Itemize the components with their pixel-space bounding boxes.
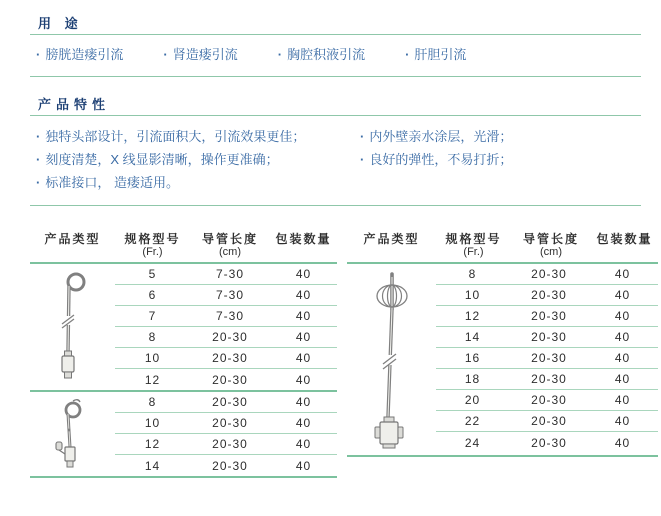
spec-row — [436, 348, 658, 369]
spec-quantity-cell: 40 — [614, 435, 631, 450]
column-header-length: 导管长度 (cm) — [201, 232, 258, 258]
usage-item: · 膀胱造瘘引流 — [36, 44, 123, 65]
table-body — [347, 264, 658, 457]
spec-length-cell: 7-30 — [215, 309, 245, 323]
spec-group — [30, 264, 337, 392]
spec-length-cell: 20-30 — [212, 330, 248, 344]
column-header-length: 导管长度 (cm) — [522, 232, 579, 258]
spec-row — [436, 411, 658, 432]
feature-item: · 良好的弹性，不易打折； — [360, 148, 512, 171]
spec-row — [115, 348, 337, 369]
spec-row — [436, 264, 658, 285]
spec-length-cell: 20-30 — [531, 267, 567, 281]
spec-row — [436, 390, 658, 411]
spec-quantity-cell: 40 — [295, 309, 312, 323]
section-usage — [30, 14, 641, 77]
features-list — [30, 116, 641, 205]
usage-section-title: 用 途 — [38, 16, 83, 31]
pigtail-catheter-icon — [52, 269, 94, 383]
column-header-quantity: 包装数量 — [275, 232, 332, 246]
spec-quantity-cell: 40 — [295, 288, 312, 302]
spec-quantity-cell: 40 — [295, 372, 312, 387]
table-body — [30, 264, 337, 478]
features-column-right — [360, 125, 512, 194]
spec-quantity-cell: 40 — [295, 458, 312, 473]
spec-tables — [30, 232, 653, 478]
spec-size-cell: 7 — [148, 309, 157, 323]
spec-length-cell: 20-30 — [531, 372, 567, 386]
spec-size-cell: 6 — [148, 288, 157, 302]
spec-quantity-cell: 40 — [295, 437, 312, 451]
malecot-catheter-illustration — [347, 264, 436, 455]
section-features — [30, 95, 641, 206]
spec-length-cell: 20-30 — [531, 393, 567, 407]
feature-item: · 独特头部设计，引流面积大，引流效果更佳； — [36, 125, 360, 148]
column-header-product-type: 产品类型 — [44, 232, 101, 246]
spec-length-cell: 20-30 — [212, 416, 248, 430]
spec-row — [115, 306, 337, 327]
spec-quantity-cell: 40 — [614, 330, 631, 344]
spec-row — [436, 369, 658, 390]
spec-quantity-cell: 40 — [614, 351, 631, 365]
spec-quantity-cell: 40 — [614, 267, 631, 281]
spec-table-malecot — [347, 232, 658, 478]
spec-size-cell: 12 — [464, 309, 481, 323]
spec-length-cell: 20-30 — [531, 309, 567, 323]
spec-length-cell: 20-30 — [212, 372, 248, 387]
spec-size-cell: 8 — [148, 330, 157, 344]
spec-rows — [436, 264, 658, 455]
spec-quantity-cell: 40 — [614, 309, 631, 323]
spec-row — [115, 285, 337, 306]
spec-size-cell: 16 — [464, 351, 481, 365]
features-section-title: 产品特性 — [38, 97, 111, 112]
spec-group — [30, 392, 337, 478]
spec-row — [115, 264, 337, 285]
malecot-catheter-icon — [369, 269, 415, 455]
spec-size-cell: 18 — [464, 372, 481, 386]
spec-quantity-cell: 40 — [295, 416, 312, 430]
spec-size-cell: 12 — [144, 372, 161, 387]
spec-size-cell: 10 — [144, 351, 161, 365]
feature-item: · 刻度清楚，X 线显影清晰，操作更准确； — [36, 148, 360, 171]
column-header-product-type: 产品类型 — [363, 232, 420, 246]
usage-item: · 肾造瘘引流 — [163, 44, 237, 65]
spec-size-cell: 20 — [464, 393, 481, 407]
spec-row — [115, 455, 337, 476]
spec-size-cell: 12 — [144, 437, 161, 451]
pigtail-catheter-capped-illustration — [30, 392, 115, 476]
spec-quantity-cell: 40 — [295, 330, 312, 344]
table-header-row — [347, 232, 658, 264]
spec-length-cell: 20-30 — [531, 435, 567, 450]
spec-table-pigtail — [30, 232, 337, 478]
spec-row — [436, 285, 658, 306]
usage-item: · 肝胆引流 — [405, 44, 466, 65]
spec-row — [115, 413, 337, 434]
spec-length-cell: 20-30 — [531, 351, 567, 365]
spec-quantity-cell: 40 — [614, 372, 631, 386]
spec-size-cell: 8 — [468, 267, 477, 281]
feature-item: · 标准接口， 造瘘适用。 — [36, 171, 360, 194]
spec-row — [436, 306, 658, 327]
spec-row — [436, 432, 658, 453]
feature-item: · 内外壁亲水涂层，光滑； — [360, 125, 512, 148]
spec-size-cell: 10 — [144, 416, 161, 430]
table-header-row — [30, 232, 337, 264]
pigtail-catheter-capped-icon — [53, 397, 93, 475]
spec-size-cell: 22 — [464, 414, 481, 428]
divider — [30, 205, 641, 206]
spec-size-cell: 10 — [464, 288, 481, 302]
spec-quantity-cell: 40 — [614, 288, 631, 302]
spec-quantity-cell: 40 — [614, 414, 631, 428]
spec-length-cell: 20-30 — [212, 437, 248, 451]
spec-length-cell: 20-30 — [531, 330, 567, 344]
spec-quantity-cell: 40 — [614, 393, 631, 407]
spec-size-cell: 8 — [148, 395, 157, 409]
spec-length-cell: 20-30 — [531, 288, 567, 302]
spec-size-cell: 14 — [144, 458, 161, 473]
spec-length-cell: 20-30 — [531, 414, 567, 428]
spec-quantity-cell: 40 — [295, 395, 312, 409]
spec-quantity-cell: 40 — [295, 351, 312, 365]
spec-row — [115, 369, 337, 390]
column-header-size: 规格型号 (Fr.) — [445, 232, 502, 258]
spec-length-cell: 20-30 — [212, 351, 248, 365]
usage-list — [30, 35, 641, 76]
spec-size-cell: 5 — [148, 267, 157, 281]
spec-size-cell: 24 — [464, 435, 481, 450]
pigtail-catheter-illustration — [30, 264, 115, 390]
column-header-quantity: 包装数量 — [596, 232, 653, 246]
spec-length-cell: 20-30 — [212, 458, 248, 473]
features-column-left — [30, 125, 360, 194]
usage-item: · 胸腔积液引流 — [278, 44, 365, 65]
spec-row — [115, 434, 337, 455]
spec-length-cell: 7-30 — [215, 288, 245, 302]
spec-size-cell: 14 — [464, 330, 481, 344]
spec-row — [115, 327, 337, 348]
spec-length-cell: 7-30 — [215, 267, 245, 281]
spec-rows — [115, 264, 337, 390]
spec-group — [347, 264, 658, 457]
spec-row — [436, 327, 658, 348]
spec-length-cell: 20-30 — [212, 395, 248, 409]
spec-quantity-cell: 40 — [295, 267, 312, 281]
spec-row — [115, 392, 337, 413]
column-header-size: 规格型号 (Fr.) — [124, 232, 181, 258]
spec-rows — [115, 392, 337, 476]
